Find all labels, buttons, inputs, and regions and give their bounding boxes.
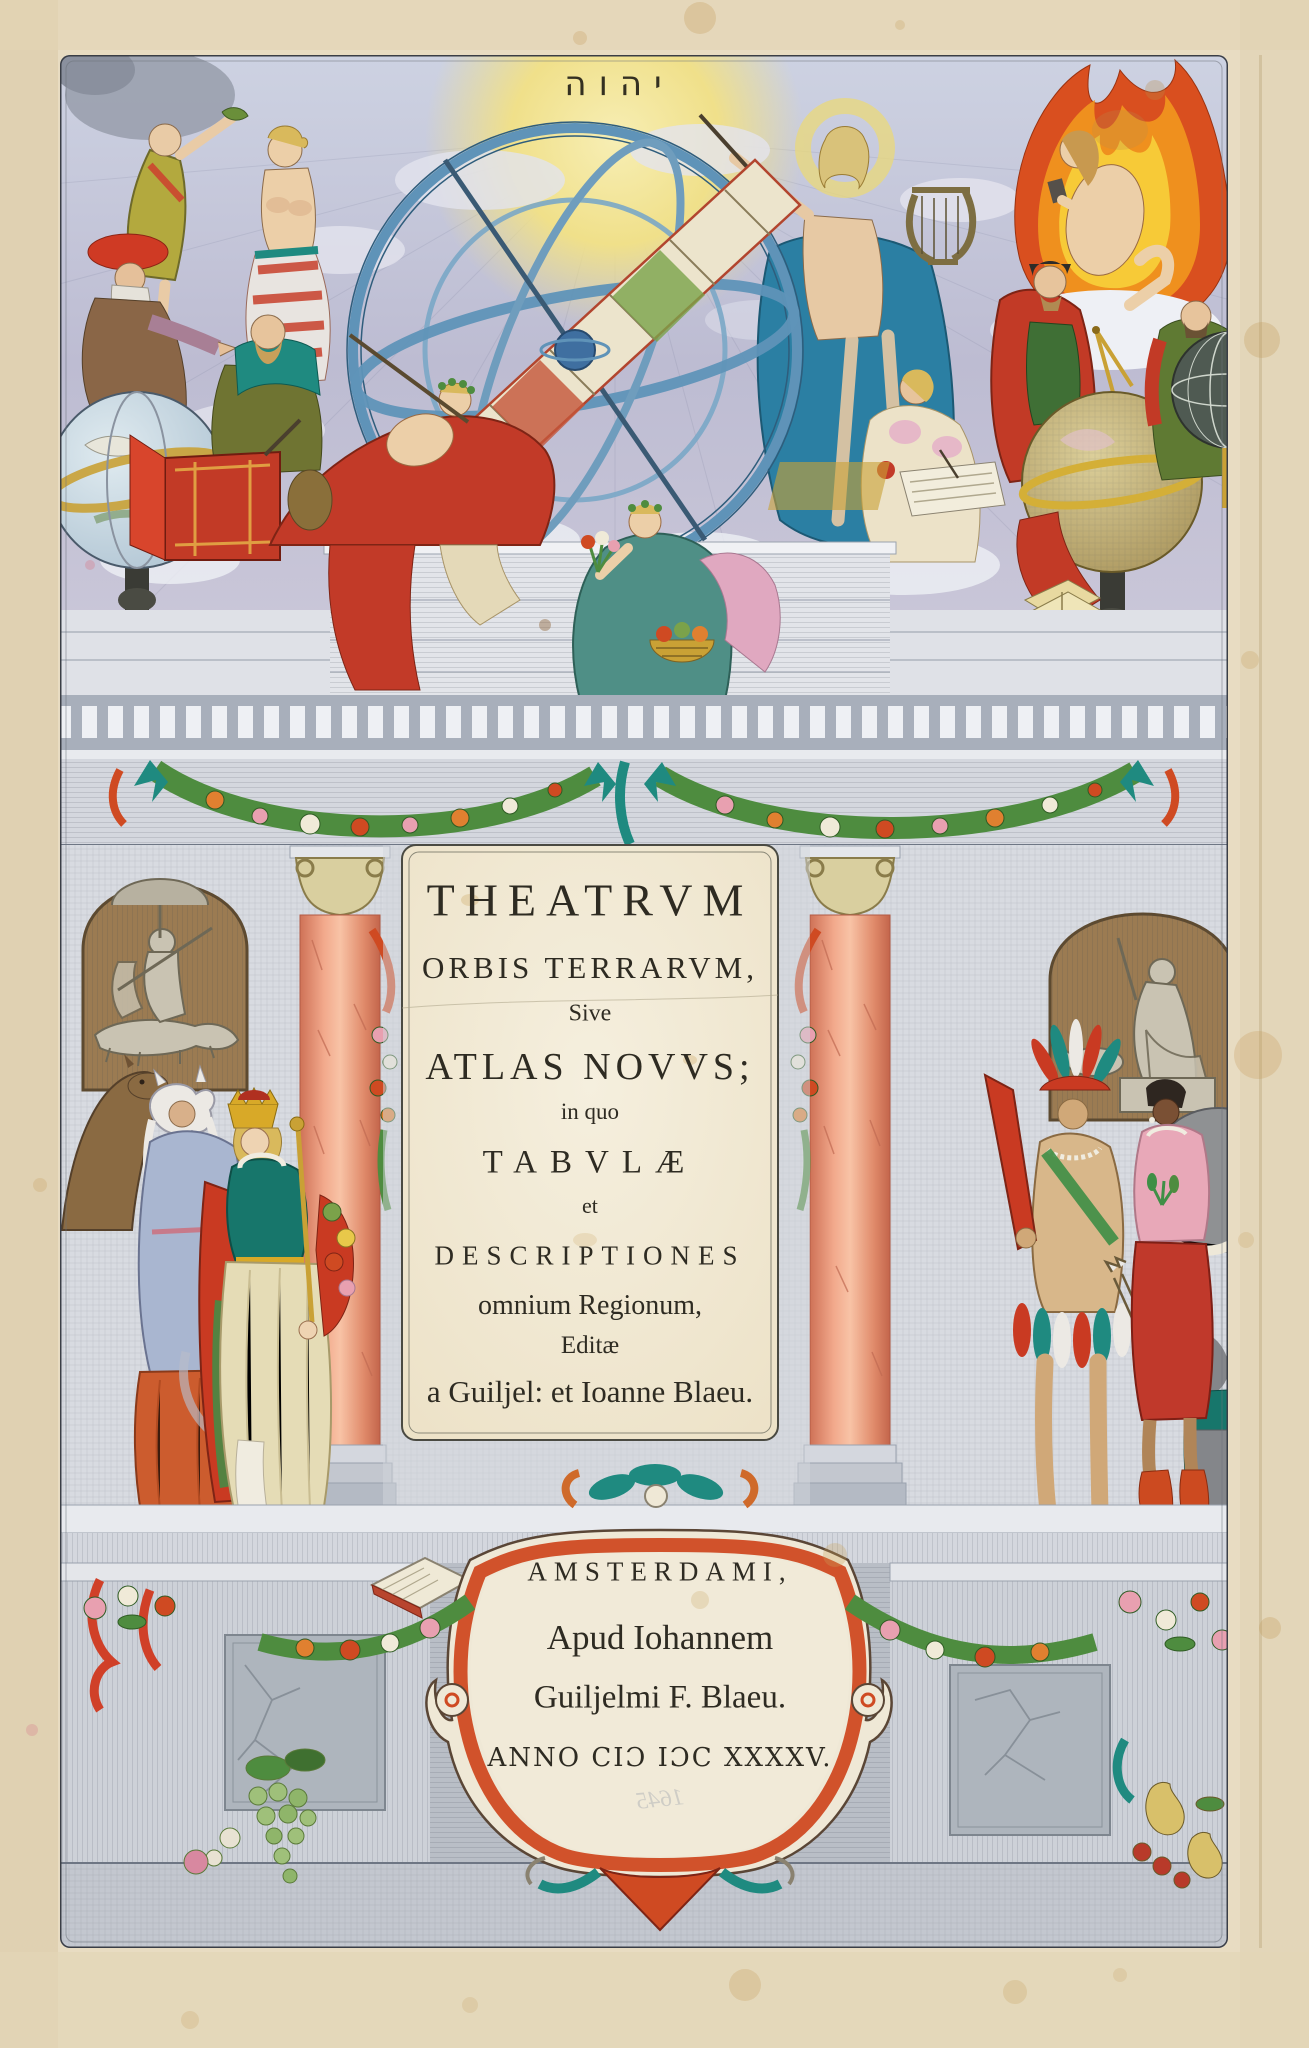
title-line-editae: Editæ [560,1332,620,1359]
title-line-theatrvm: THEATRVM [426,874,754,926]
title-line-orbis: ORBIS TERRARVM, [421,950,758,985]
imprint-text [455,1500,865,1920]
imprint-line-amsterdami: AMSTERDAMI, [527,1556,793,1587]
imprint-line-guiljelmi: Guiljelmi F. Blaeu. [533,1679,787,1716]
crown-icon [228,1104,278,1128]
dentil-cornice [60,695,1228,753]
title-panel-text [402,845,778,1440]
title-line-sive: Sive [568,1000,612,1027]
pedestal-left [60,1563,430,1863]
title-line-et: et [582,1193,598,1218]
title-line-atlas-novvs: ATLAS NOVVS; [425,1046,755,1088]
title-line-authors: a Guiljel: et Ioanne Blaeu. [426,1374,754,1409]
fruit-basket-icon [650,622,714,662]
tetragrammaton-inscription: יהוה [564,64,674,104]
america-relief [83,879,247,1090]
handwritten-year-ghost: 1645 [634,1784,686,1815]
imprint-line-apud: Apud Iohannem [546,1618,774,1657]
title-line-tabvlae: TABVLÆ [482,1144,698,1181]
imprint-line-anno: ANNO CIƆ IƆC XXXXV. [487,1743,833,1773]
earth-icon [555,330,595,370]
title-line-omnium: omnium Regionum, [478,1290,702,1321]
crocodile-icon [95,1020,238,1055]
title-line-in-quo: in quo [560,1099,620,1124]
title-line-descriptiones: DESCRIPTIONES [434,1240,746,1271]
